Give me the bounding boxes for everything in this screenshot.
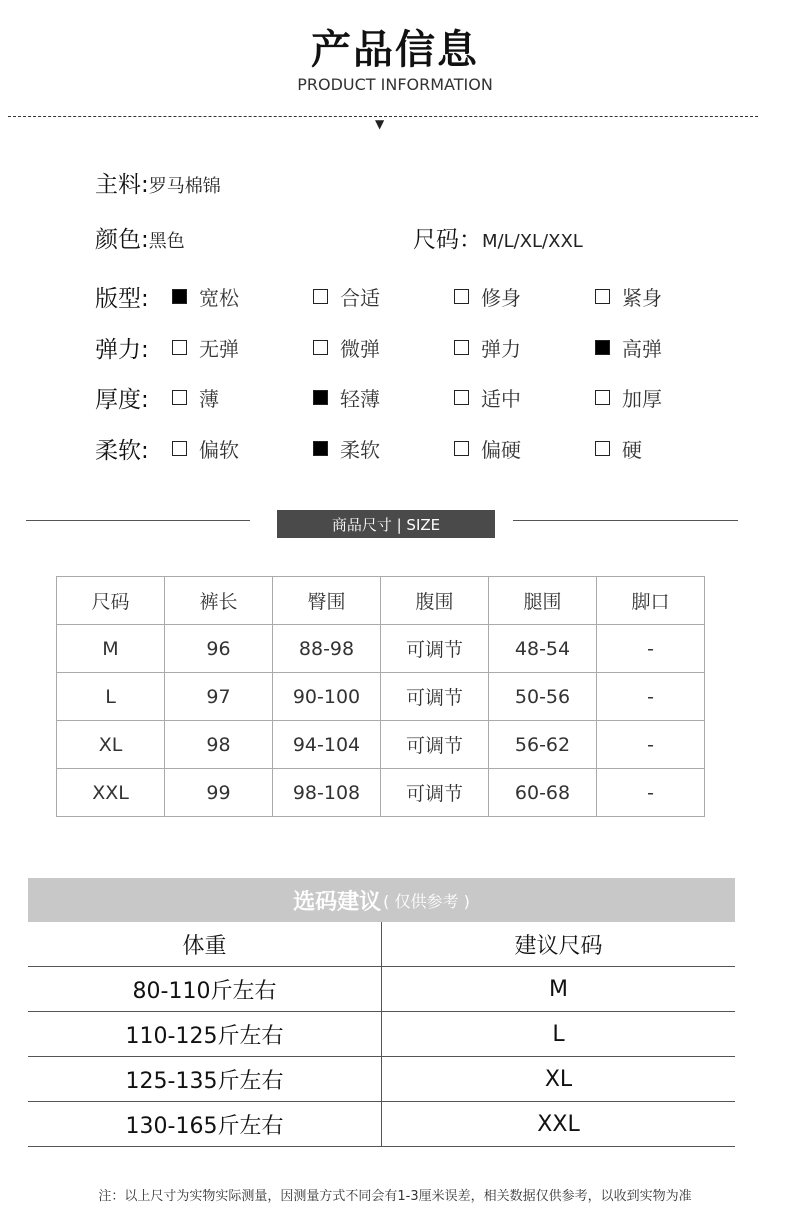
table-cell: 48-54 xyxy=(489,625,597,673)
label-colon: : xyxy=(141,227,149,253)
table-cell: M xyxy=(382,967,736,1012)
label-colon: ： xyxy=(459,227,482,253)
checkbox-icon xyxy=(595,441,610,456)
option[interactable] xyxy=(313,383,380,412)
checkbox-icon xyxy=(454,441,469,456)
color-row xyxy=(95,221,185,254)
table-row xyxy=(28,1102,735,1147)
checkbox-icon xyxy=(595,340,610,355)
option[interactable] xyxy=(172,333,239,362)
table-cell: 94-104 xyxy=(273,721,381,769)
checkbox-icon xyxy=(172,340,187,355)
table-cell: 98-108 xyxy=(273,769,381,817)
recommendation-table xyxy=(28,922,735,1147)
table-cell: 130-165斤左右 xyxy=(28,1102,382,1147)
table-header-cell: 裤长 xyxy=(165,577,273,625)
table-row xyxy=(57,625,705,673)
option-text: 紧身 xyxy=(622,286,662,310)
option[interactable] xyxy=(454,434,521,463)
checkbox-icon xyxy=(172,390,187,405)
checkbox-icon xyxy=(595,390,610,405)
table-cell: 可调节 xyxy=(381,673,489,721)
table-header-cell: 臀围 xyxy=(273,577,381,625)
option[interactable] xyxy=(313,434,380,463)
table-cell: L xyxy=(57,673,165,721)
table-header-cell: 建议尺码 xyxy=(382,922,736,967)
table-cell: - xyxy=(597,769,705,817)
option[interactable] xyxy=(172,434,239,463)
option-text: 偏硬 xyxy=(481,438,521,462)
table-cell: 88-98 xyxy=(273,625,381,673)
table-cell: M xyxy=(57,625,165,673)
option-text: 薄 xyxy=(199,387,219,411)
option[interactable] xyxy=(172,282,239,311)
table-row xyxy=(57,673,705,721)
color-value: 黑色 xyxy=(148,231,185,252)
option-text: 加厚 xyxy=(622,387,662,411)
attr-label: 版型: xyxy=(95,286,149,312)
table-cell: L xyxy=(382,1012,736,1057)
material-value: 罗马棉锦 xyxy=(148,176,221,197)
table-cell: 56-62 xyxy=(489,721,597,769)
table-cell: XXL xyxy=(382,1102,736,1147)
table-cell: 可调节 xyxy=(381,625,489,673)
table-header-cell: 体重 xyxy=(28,922,382,967)
table-row xyxy=(28,967,735,1012)
size-info-row xyxy=(413,221,583,254)
table-cell: XXL xyxy=(57,769,165,817)
label-colon: : xyxy=(141,172,149,198)
checkbox-icon xyxy=(595,289,610,304)
option-text: 宽松 xyxy=(199,286,239,310)
checkbox-icon xyxy=(172,289,187,304)
recommendation-title: 选码建议 xyxy=(293,889,382,915)
section-divider-left xyxy=(26,520,250,521)
option-text: 修身 xyxy=(481,286,521,310)
table-cell: 97 xyxy=(165,673,273,721)
table-cell: 可调节 xyxy=(381,721,489,769)
table-cell: 50-56 xyxy=(489,673,597,721)
attr-label: 弹力: xyxy=(95,337,149,363)
option-text: 偏软 xyxy=(199,438,239,462)
option[interactable] xyxy=(595,333,662,362)
size-section-title: 商品尺寸 | SIZE xyxy=(277,510,495,538)
table-header-cell: 腹围 xyxy=(381,577,489,625)
attr-label-text: 弹力 xyxy=(95,337,141,363)
recommendation-note: ( 仅供参考 ) xyxy=(383,891,470,911)
option[interactable] xyxy=(172,383,219,412)
checkbox-icon xyxy=(313,289,328,304)
footnote: 注：以上尺寸为实物实际测量，因测量方式不同会有1-3厘米误差，相关数据仅供参考，以收到实物为准 xyxy=(98,1189,692,1204)
attr-label: 柔软: xyxy=(95,438,149,464)
table-header-cell: 脚口 xyxy=(597,577,705,625)
page-title: 产品信息 xyxy=(311,27,479,73)
table-cell: XL xyxy=(382,1057,736,1102)
table-header-cell: 尺码 xyxy=(57,577,165,625)
checkbox-icon xyxy=(313,441,328,456)
table-cell: 110-125斤左右 xyxy=(28,1012,382,1057)
table-cell: 98 xyxy=(165,721,273,769)
option[interactable] xyxy=(595,383,662,412)
triangle-down-icon: ▼ xyxy=(375,117,385,131)
option-text: 硬 xyxy=(622,438,642,462)
table-cell: 99 xyxy=(165,769,273,817)
table-cell: 80-110斤左右 xyxy=(28,967,382,1012)
table-header-row xyxy=(28,922,735,967)
attr-label: 厚度: xyxy=(95,387,149,413)
option-text: 微弹 xyxy=(340,337,380,361)
checkbox-icon xyxy=(454,289,469,304)
color-label: 颜色 xyxy=(95,227,141,253)
option-text: 合适 xyxy=(340,286,380,310)
option[interactable] xyxy=(454,383,521,412)
table-row xyxy=(28,1012,735,1057)
attr-label-text: 版型 xyxy=(95,286,141,312)
table-header-cell: 腿围 xyxy=(489,577,597,625)
table-cell: - xyxy=(597,721,705,769)
page-subtitle: PRODUCT INFORMATION xyxy=(297,75,493,94)
option[interactable] xyxy=(454,282,521,311)
table-row xyxy=(28,1057,735,1102)
material-row xyxy=(95,166,221,199)
table-cell: - xyxy=(597,625,705,673)
option[interactable] xyxy=(454,333,521,362)
checkbox-icon xyxy=(172,441,187,456)
checkbox-icon xyxy=(454,390,469,405)
option[interactable] xyxy=(595,434,642,463)
checkbox-icon xyxy=(313,390,328,405)
table-cell: 125-135斤左右 xyxy=(28,1057,382,1102)
table-cell: 可调节 xyxy=(381,769,489,817)
table-cell: XL xyxy=(57,721,165,769)
option-text: 高弹 xyxy=(622,337,662,361)
size-table xyxy=(56,576,705,817)
option-text: 弹力 xyxy=(481,337,521,361)
size-info-label: 尺码 xyxy=(413,227,459,253)
option-text: 适中 xyxy=(481,387,521,411)
section-divider-right xyxy=(513,520,738,521)
table-row xyxy=(57,721,705,769)
table-cell: 96 xyxy=(165,625,273,673)
table-cell: 90-100 xyxy=(273,673,381,721)
option[interactable] xyxy=(313,333,380,362)
recommendation-banner xyxy=(28,878,735,922)
checkbox-icon xyxy=(313,340,328,355)
table-row xyxy=(57,769,705,817)
option-text: 轻薄 xyxy=(340,387,380,411)
attr-label-text: 厚度 xyxy=(95,387,141,413)
option[interactable] xyxy=(595,282,662,311)
material-label: 主料 xyxy=(95,172,141,198)
table-cell: - xyxy=(597,673,705,721)
checkbox-icon xyxy=(454,340,469,355)
table-cell: 60-68 xyxy=(489,769,597,817)
option-text: 柔软 xyxy=(340,438,380,462)
option[interactable] xyxy=(313,282,380,311)
option-text: 无弹 xyxy=(199,337,239,361)
attr-label-text: 柔软 xyxy=(95,438,141,464)
size-info-value: M/L/XL/XXL xyxy=(482,231,583,252)
table-header-row xyxy=(57,577,705,625)
